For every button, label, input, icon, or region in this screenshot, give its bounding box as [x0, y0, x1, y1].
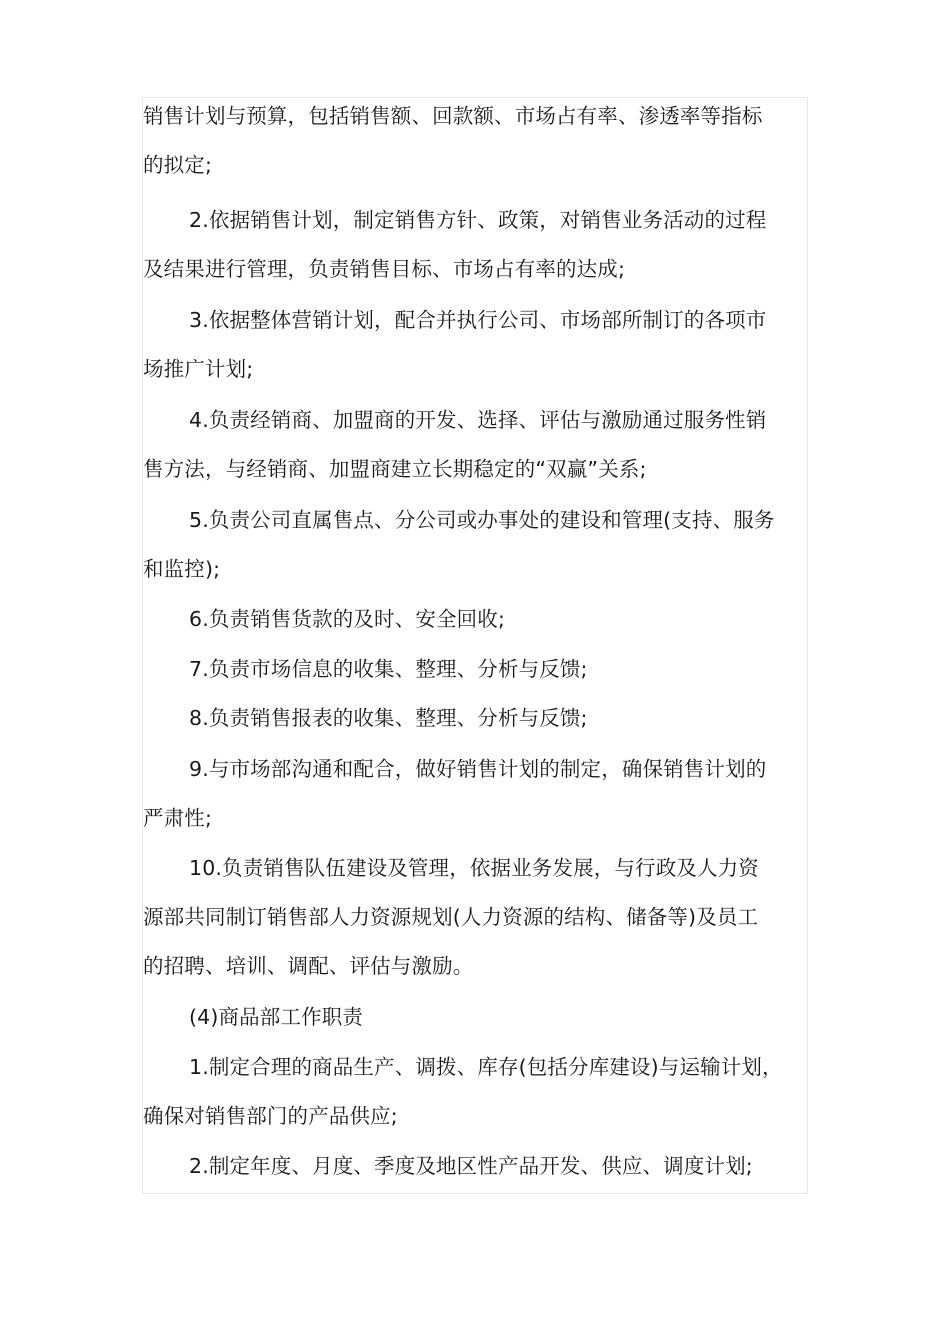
paragraph-item-5: [143, 496, 815, 594]
text-line: 2.制定年度、月度、季度及地区性产品开发、供应、调度计划;: [189, 1154, 753, 1178]
paragraph-item-3: [143, 296, 815, 394]
text-line: 严肃性;: [143, 806, 213, 830]
text-line: 和监控);: [143, 557, 221, 581]
text-line: (4)商品部工作职责: [189, 1005, 364, 1029]
text-line: 售方法，与经销商、加盟商建立长期稳定的“双赢”关系;: [143, 457, 647, 481]
text-line: 源部共同制订销售部人力资源规划(人力资源的结构、储备等)及员工: [143, 905, 759, 929]
text-line: 的拟定;: [143, 153, 213, 177]
paragraph-item-10: [143, 844, 815, 991]
paragraph-item-6: [143, 595, 815, 644]
paragraph-continued: [143, 92, 815, 190]
text-line: 2.依据销售计划，制定销售方针、政策，对销售业务活动的过程: [189, 208, 767, 232]
text-line: 10.负责销售队伍建设及管理，依据业务发展，与行政及人力资: [189, 856, 759, 880]
text-line: 9.与市场部沟通和配合，做好销售计划的制定，确保销售计划的: [189, 757, 767, 781]
text-line: 7.负责市场信息的收集、整理、分析与反馈;: [189, 657, 588, 681]
paragraph-goods-2: [143, 1142, 815, 1191]
paragraph-goods-1: [143, 1043, 815, 1141]
section-heading: [143, 993, 815, 1042]
text-line: 6.负责销售货款的及时、安全回收;: [189, 607, 506, 631]
paragraph-item-7: [143, 645, 815, 694]
text-line: 的招聘、培训、调配、评估与激励。: [143, 954, 474, 978]
text-line: 销售计划与预算，包括销售额、回款额、市场占有率、渗透率等指标: [143, 104, 763, 128]
text-line: 4.负责经销商、加盟商的开发、选择、评估与激励通过服务性销: [189, 408, 767, 432]
paragraph-item-9: [143, 745, 815, 843]
text-line: 8.负责销售报表的收集、整理、分析与反馈;: [189, 706, 588, 730]
text-line: 1.制定合理的商品生产、调拨、库存(包括分库建设)与运输计划，: [189, 1055, 783, 1079]
paragraph-item-4: [143, 396, 815, 494]
paragraph-item-2: [143, 196, 815, 294]
text-line: 及结果进行管理，负责销售目标、市场占有率的达成;: [143, 257, 626, 281]
text-line: 确保对销售部门的产品供应;: [143, 1104, 398, 1128]
text-line: 场推广计划;: [143, 357, 254, 381]
paragraph-item-8: [143, 694, 815, 743]
text-line: 3.依据整体营销计划，配合并执行公司、市场部所制订的各项市: [189, 308, 767, 332]
text-line: 5.负责公司直属售点、分公司或办事处的建设和管理(支持、服务: [189, 508, 775, 532]
